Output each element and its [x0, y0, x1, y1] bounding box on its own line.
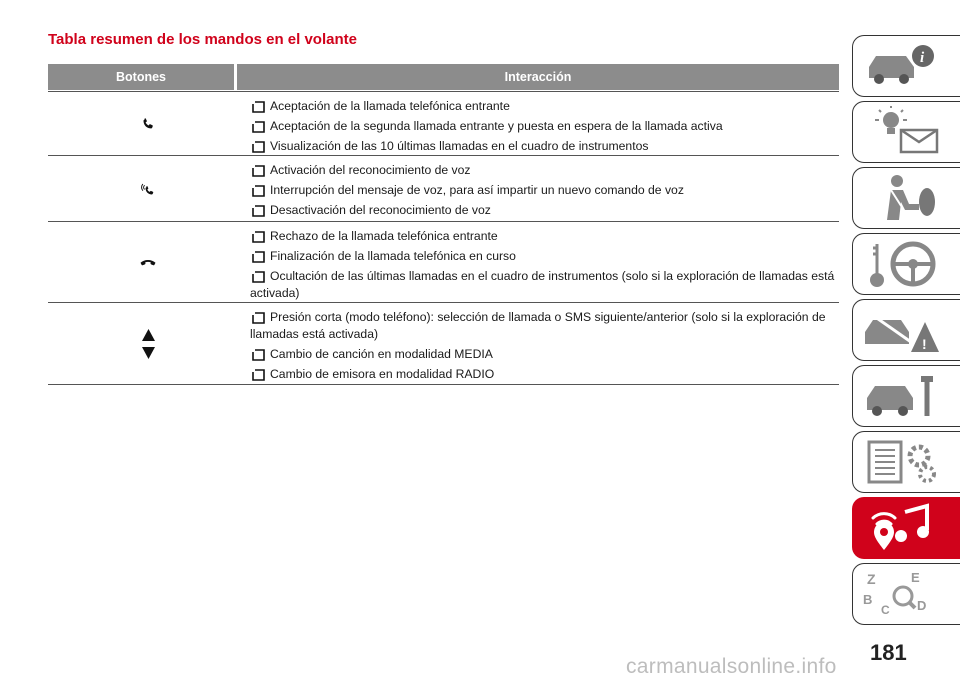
- checkbox-bullet-icon: [252, 205, 265, 217]
- svg-text:!: !: [922, 336, 927, 352]
- svg-text:E: E: [911, 570, 920, 585]
- page-number: 181: [870, 640, 907, 665]
- checkbox-bullet-icon: [252, 369, 265, 381]
- checkbox-bullet-icon: [252, 312, 265, 324]
- table-row: [48, 222, 839, 303]
- steering-key-icon: [861, 238, 945, 290]
- item-text: Presión corta (modo teléfono): selección de llamada o SMS siguiente/anterior (solo si la exploración de llamadas está activada): [250, 310, 826, 341]
- checkbox-bullet-icon: [252, 165, 265, 177]
- item-text: Desactivación del reconocimiento de voz: [270, 203, 491, 217]
- table-row: [48, 156, 839, 222]
- multimedia-icon: [861, 502, 945, 554]
- chapter-tab-safety[interactable]: [852, 167, 960, 229]
- up-arrow-icon: [142, 329, 155, 341]
- chapter-tab-index[interactable]: [852, 563, 960, 625]
- list-item: [250, 228, 839, 245]
- list-item: [250, 248, 839, 265]
- checkbox-bullet-icon: [252, 231, 265, 243]
- phone-hangup-icon: [139, 257, 157, 267]
- table-row: [48, 303, 839, 385]
- row-text-cell: [248, 222, 839, 302]
- list-item: [250, 202, 839, 219]
- list-item: [250, 268, 839, 302]
- tech-specs-icon: [861, 436, 945, 488]
- chapter-tab-warning-lights[interactable]: [852, 101, 960, 163]
- item-text: Cambio de emisora en modalidad RADIO: [270, 367, 495, 381]
- chapter-tab-emergency[interactable]: [852, 299, 960, 361]
- checkbox-bullet-icon: [252, 185, 265, 197]
- svg-text:i: i: [920, 50, 925, 66]
- item-text: Interrupción del mensaje de voz, para así impartir un nuevo comando de voz: [270, 183, 684, 197]
- table-row: [48, 91, 839, 156]
- car-info-icon: [861, 40, 945, 92]
- checkbox-bullet-icon: [252, 141, 265, 153]
- row-icon-cell: [48, 303, 248, 384]
- page-title: Tabla resumen de los mandos en el volante: [48, 31, 357, 48]
- watermark: carmanualsonline.info: [626, 655, 837, 678]
- item-text: Visualización de las 10 últimas llamadas en el cuadro de instrumentos: [270, 139, 649, 153]
- svg-text:D: D: [917, 598, 927, 613]
- voice-command-icon: [140, 181, 156, 197]
- header-interaction: Interacción: [237, 64, 839, 90]
- table-header: [48, 64, 839, 90]
- list-item: [250, 138, 839, 155]
- row-text-cell: [248, 303, 839, 384]
- row-icon-cell: [48, 222, 248, 302]
- checkbox-bullet-icon: [252, 349, 265, 361]
- item-text: Finalización de la llamada telefónica en curso: [270, 249, 516, 263]
- item-text: Cambio de canción en modalidad MEDIA: [270, 347, 493, 361]
- list-item: [250, 309, 839, 343]
- checkbox-bullet-icon: [252, 121, 265, 133]
- checkbox-bullet-icon: [252, 271, 265, 283]
- emergency-car-icon: [861, 304, 945, 356]
- svg-text:B: B: [863, 592, 873, 607]
- item-text: Activación del reconocimiento de voz: [270, 163, 471, 177]
- list-item: [250, 366, 839, 383]
- list-item: [250, 98, 839, 115]
- checkbox-bullet-icon: [252, 251, 265, 263]
- row-text-cell: [248, 156, 839, 221]
- svg-text:C: C: [881, 603, 890, 617]
- header-buttons: Botones: [48, 64, 234, 90]
- checkbox-bullet-icon: [252, 101, 265, 113]
- item-text: Rechazo de la llamada telefónica entrante: [270, 229, 498, 243]
- index-icon: [861, 568, 945, 620]
- row-icon-cell: [48, 156, 248, 221]
- item-text: Ocultación de las últimas llamadas en el cuadro de instrumentos (solo si la exploración de llamadas está activada): [250, 269, 835, 300]
- list-item: [250, 182, 839, 199]
- phone-pickup-icon: [141, 117, 155, 131]
- list-item: [250, 118, 839, 135]
- item-text: Aceptación de la segunda llamada entrante y puesta en espera de la llamada activa: [270, 119, 723, 133]
- controls-summary-table: [48, 64, 839, 385]
- list-item: [250, 346, 839, 363]
- svg-text:Z: Z: [867, 571, 876, 587]
- chapter-tab-starting[interactable]: [852, 233, 960, 295]
- chapter-tab-car-info[interactable]: [852, 35, 960, 97]
- row-icon-cell: [48, 92, 248, 155]
- item-text: Aceptación de la llamada telefónica entrante: [270, 99, 510, 113]
- car-maintenance-icon: [861, 370, 945, 422]
- chapter-tab-maintenance[interactable]: [852, 365, 960, 427]
- chapter-tab-technical[interactable]: [852, 431, 960, 493]
- chapter-tab-multimedia[interactable]: [852, 497, 960, 559]
- down-arrow-icon: [142, 347, 155, 359]
- warning-lights-icon: [861, 106, 945, 158]
- list-item: [250, 162, 839, 179]
- safety-seat-icon: [861, 172, 945, 224]
- row-text-cell: [248, 92, 839, 155]
